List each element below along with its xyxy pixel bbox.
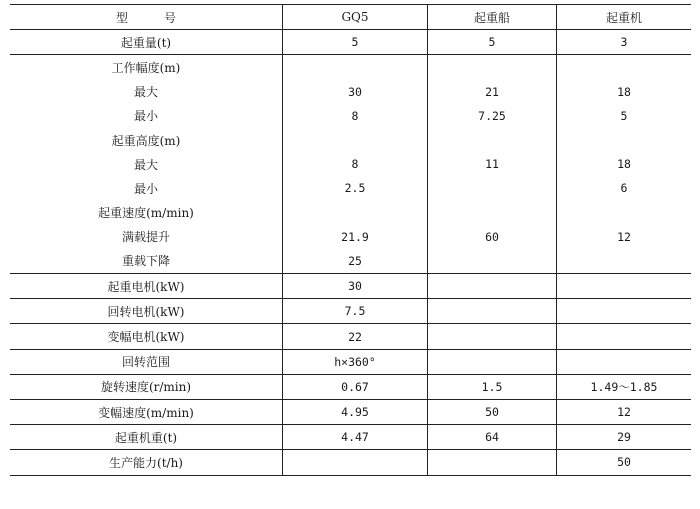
- row-value-1: [283, 201, 428, 225]
- row-value-2: [428, 299, 557, 324]
- table-row: [10, 30, 691, 55]
- row-label: 满载提升: [10, 225, 283, 249]
- table-row: [10, 176, 691, 200]
- row-value-1: [283, 128, 428, 152]
- row-value-1: [283, 55, 428, 80]
- row-label: 最小: [10, 104, 283, 128]
- row-value-3: [557, 128, 692, 152]
- row-value-2: [428, 55, 557, 80]
- table-header-row: [10, 5, 691, 30]
- table-row: [10, 425, 691, 450]
- row-value-2: 64: [428, 425, 557, 450]
- row-value-1: 2.5: [283, 176, 428, 200]
- row-value-2: 7.25: [428, 104, 557, 128]
- row-label: 工作幅度(m): [10, 55, 283, 80]
- row-value-3: [557, 324, 692, 349]
- table-row: [10, 299, 691, 324]
- row-label: 最大: [10, 80, 283, 104]
- row-label: 重载下降: [10, 249, 283, 274]
- row-value-2: [428, 201, 557, 225]
- table-row: [10, 324, 691, 349]
- row-value-2: 1.5: [428, 374, 557, 399]
- row-value-2: [428, 176, 557, 200]
- row-value-1: 25: [283, 249, 428, 274]
- table-row: [10, 80, 691, 104]
- table-row: [10, 249, 691, 274]
- row-value-1: 8: [283, 104, 428, 128]
- header-model-1: GQ5: [283, 5, 428, 30]
- row-value-3: 5: [620, 108, 628, 123]
- row-value-3: 18: [617, 84, 631, 99]
- row-value-1: 8: [283, 152, 428, 176]
- row-value-2: [428, 349, 557, 374]
- row-value-1: 21.9: [283, 225, 428, 249]
- table-row: [10, 450, 691, 475]
- header-label-cell: [10, 5, 283, 30]
- table-row: [10, 128, 691, 152]
- row-value-2: 50: [428, 400, 557, 425]
- row-value-3: [557, 349, 692, 374]
- header-label: 型号: [115, 10, 212, 25]
- row-value-3: 29: [557, 425, 692, 450]
- row-value-1: 4.95: [283, 400, 428, 425]
- row-value-1: 22: [283, 324, 428, 349]
- table-row: [10, 152, 691, 176]
- row-value-3: 3: [557, 30, 692, 55]
- row-value-1: 30: [283, 274, 428, 299]
- row-label: 最小: [10, 176, 283, 200]
- row-label: 变幅速度(m/min): [10, 400, 283, 425]
- row-value-1: h×360°: [283, 349, 428, 374]
- spec-table-container: [10, 4, 691, 476]
- row-value-1: 30: [283, 80, 428, 104]
- row-value-1: 5: [283, 30, 428, 55]
- row-value-3: [557, 249, 692, 274]
- row-label: 起重机重(t): [10, 425, 283, 450]
- row-label: 起重高度(m): [10, 128, 283, 152]
- row-value-2: [428, 450, 557, 475]
- crane-spec-table: [10, 4, 691, 476]
- table-row: [10, 201, 691, 225]
- row-value-2: [428, 128, 557, 152]
- row-label: 变幅电机(kW): [10, 324, 283, 349]
- row-value-2: [428, 249, 557, 274]
- row-value-3: 50: [557, 450, 692, 475]
- row-value-3: 12: [557, 400, 692, 425]
- row-value-1: [283, 450, 428, 475]
- row-label: 生产能力(t/h): [10, 450, 283, 475]
- row-value-3: [557, 299, 692, 324]
- header-model-3: 起重机: [557, 5, 692, 30]
- row-value-2: 5: [428, 30, 557, 55]
- row-label: 起重速度(m/min): [10, 201, 283, 225]
- row-label: 回转电机(kW): [10, 299, 283, 324]
- row-label: 旋转速度(r/min): [10, 374, 283, 399]
- row-value-3: 12: [617, 229, 631, 244]
- row-value-1: 0.67: [283, 374, 428, 399]
- row-value-2: 21: [428, 80, 557, 104]
- table-row: [10, 349, 691, 374]
- row-value-2: 60: [428, 225, 557, 249]
- row-value-1: 4.47: [283, 425, 428, 450]
- row-value-3: 6: [620, 181, 628, 196]
- row-value-3: [557, 274, 692, 299]
- row-value-3: 18: [617, 157, 631, 172]
- table-row: [10, 225, 691, 249]
- table-row: [10, 55, 691, 80]
- row-label: 起重量(t): [10, 30, 283, 55]
- row-value-2: [428, 324, 557, 349]
- table-row: [10, 104, 691, 128]
- row-value-3: [557, 55, 692, 80]
- row-value-2: 11: [428, 152, 557, 176]
- row-value-1: 7.5: [283, 299, 428, 324]
- table-row: [10, 274, 691, 299]
- row-label: 回转范围: [10, 349, 283, 374]
- row-value-2: [428, 274, 557, 299]
- table-row: [10, 374, 691, 399]
- row-label: 最大: [10, 152, 283, 176]
- table-row: [10, 400, 691, 425]
- header-model-2: 起重船: [428, 5, 557, 30]
- row-value-3: 1.49～1.85: [557, 374, 692, 399]
- row-value-3: [557, 201, 692, 225]
- row-label: 起重电机(kW): [10, 274, 283, 299]
